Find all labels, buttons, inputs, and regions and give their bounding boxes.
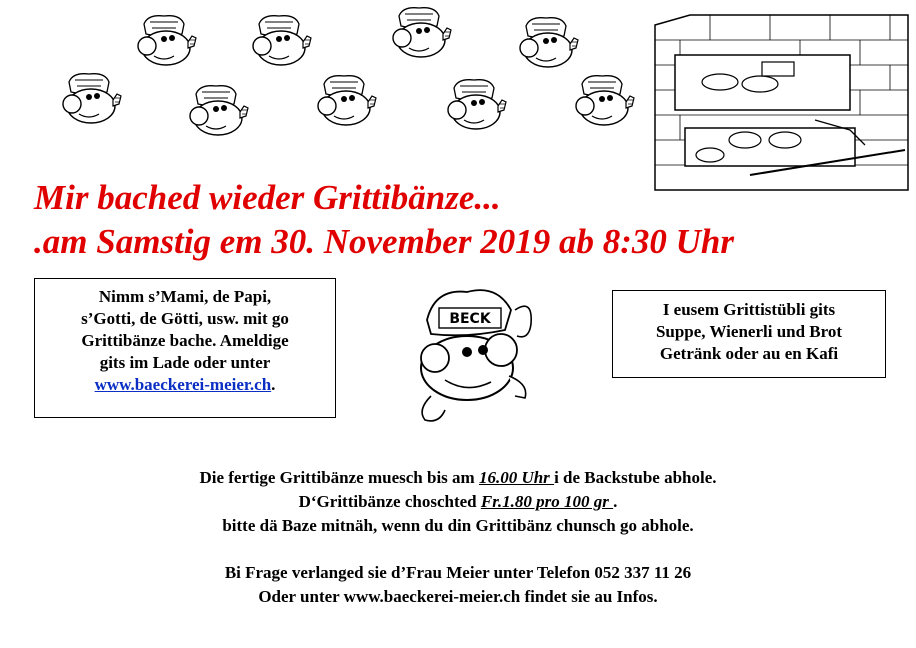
contact-line: Bi Frage verlanged sie d’Frau Meier unter Telefon 052 337 11 26 (224, 563, 692, 582)
headline-line-2: .am Samstig em 30. November 2019 ab 8:30 Uhr (34, 222, 734, 261)
mascot-hat-label: BECK (449, 311, 491, 327)
price-value: Fr.1.80 pro 100 gr (480, 492, 614, 511)
cafe-text: I eusem Grittistübli gits (662, 300, 836, 319)
pickup-time: 16.00 Uhr (478, 468, 555, 487)
price-text: . (613, 492, 618, 511)
pickup-info (0, 466, 916, 538)
price-text: D‘Grittibänze choschted (298, 492, 481, 511)
baker-mascot-icon (568, 72, 642, 132)
registration-text: gits im Lade oder unter (99, 353, 271, 372)
registration-box (34, 278, 336, 418)
baker-mascot-icon (310, 72, 384, 132)
registration-text: Nimm s’Mami, de Papi, (98, 287, 272, 306)
baker-mascot-icon (512, 14, 586, 74)
pickup-text: i de Backstube abhole. (554, 468, 717, 487)
contact-line: Oder unter www.baeckerei-meier.ch findet sie au Infos. (258, 587, 658, 606)
baker-mascot-icon (440, 76, 514, 136)
baze-text: bitte dä Baze mitnäh, wenn du din Grittibänz chunsch go abhole. (222, 516, 694, 535)
registration-text: Grittibänze bache. Ameldige (81, 331, 289, 350)
registration-text: s’Gotti, de Götti, usw. mit go (81, 309, 289, 328)
headline-line-1: Mir bached wieder Grittibänze... (34, 178, 501, 217)
link-suffix: . (271, 375, 276, 394)
cafe-text: Suppe, Wienerli und Brot (655, 322, 843, 341)
contact-info (0, 561, 916, 609)
website-link[interactable]: www.baeckerei-meier.ch (94, 375, 272, 394)
baker-mascot-icon (245, 12, 319, 72)
pickup-text: Die fertige Grittibänze muesch bis am (199, 468, 479, 487)
cafe-box (612, 290, 886, 378)
cafe-text: Getränk oder au en Kafi (659, 344, 839, 363)
bakery-oven-icon (650, 10, 912, 195)
baker-mascot-icon (405, 280, 555, 430)
baker-mascot-icon (130, 12, 204, 72)
baker-mascot-icon (182, 82, 256, 142)
baker-mascot-icon (385, 4, 459, 64)
baker-mascot-icon (55, 70, 129, 130)
